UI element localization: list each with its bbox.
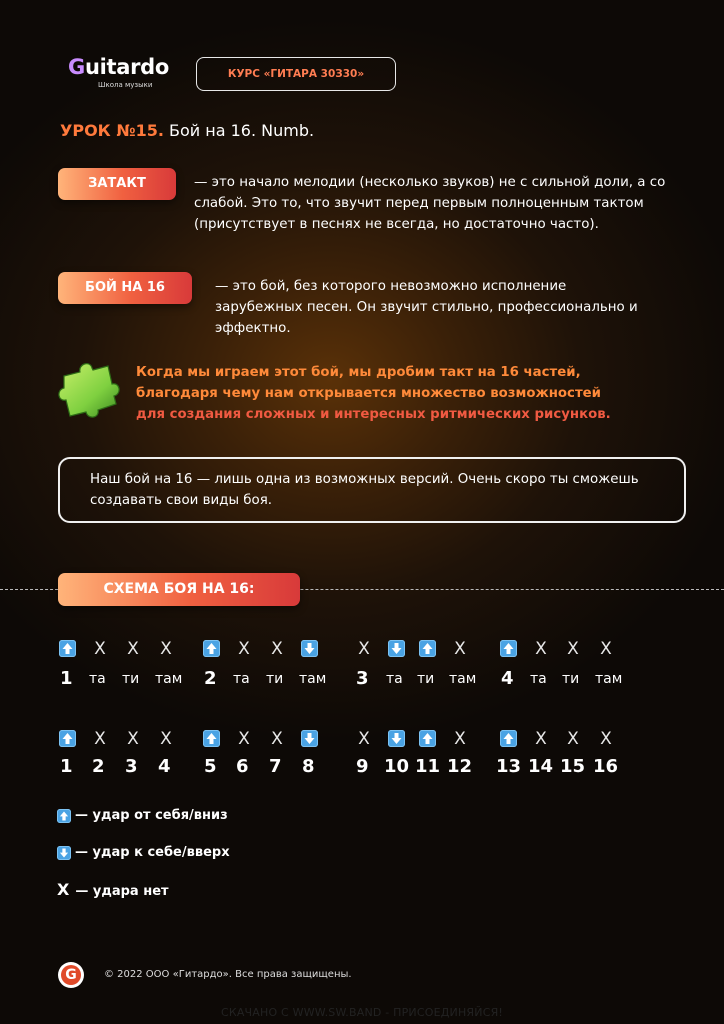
arrow-up-box-icon [57,728,79,750]
x-mark-icon: X [160,639,172,659]
x-mark-icon: X [238,729,250,749]
sixteenth-number: 16 [593,756,619,777]
highlight-line-1: Когда мы играем этот бой, мы дробим такт на 16 частей, [136,365,581,380]
legend-text-up: — удар от себя/вниз [75,808,228,823]
arrow-down-box-icon [386,728,408,750]
legend-item-none [57,880,169,900]
arrow-up-box-icon [57,638,79,660]
x-mark-icon: X [127,729,139,749]
numbers-row [0,756,724,782]
sixteenth-number: 4 [158,756,171,777]
sixteenth-number: 3 [125,756,138,777]
sixteenth-number: 2 [92,756,105,777]
count-syllable: там [449,671,477,687]
x-mark-icon: X [358,729,370,749]
sixteenth-number: 11 [415,756,441,777]
x-mark-icon: X [271,639,283,659]
lesson-number: УРОК №15. [60,121,164,140]
logo-subtitle: Школа музыки [98,81,153,89]
legend-item-down [57,845,230,865]
sixteenth-number: 13 [496,756,522,777]
arrow-up-box-icon [201,638,223,660]
logo-initial: G [68,55,85,79]
sixteenth-number: 8 [302,756,315,777]
puzzle-piece-icon [54,358,120,420]
x-mark-icon: X [127,639,139,659]
sixteenth-number: 7 [269,756,282,777]
highlight-line-3: для создания сложных и интересных ритмических рисунков. [136,407,611,422]
count-syllable: ти [266,671,284,687]
sixteenth-number: 15 [560,756,586,777]
count-syllable: ти [122,671,140,687]
sixteenth-number: 1 [60,756,73,777]
sixteenth-number: 12 [447,756,473,777]
footer-logo-letter: G [61,965,81,985]
arrow-down-box-icon [299,728,321,750]
highlight-line-2: благодаря чему нам открывается множество возможностей [136,386,601,401]
highlight-text [136,362,696,425]
count-syllable: там [299,671,327,687]
sixteenth-number: 9 [356,756,369,777]
sixteenth-number: 10 [384,756,410,777]
count-syllable: та [530,671,547,687]
legend-text-none: — удара нет [75,884,169,899]
footer-logo-icon [58,962,84,988]
x-mark-icon: X [358,639,370,659]
x-mark-icon: X [600,729,612,749]
count-syllable: ти [562,671,580,687]
x-mark-icon: X [238,639,250,659]
arrow-up-box-icon [417,728,439,750]
legend-item-up [57,808,228,828]
count-syllable: там [595,671,623,687]
strokes-row-counts [0,638,724,664]
copyright-text: © 2022 ООО «Гитардо». Все права защищены. [104,969,352,980]
beat-number: 1 [60,668,73,689]
sixteenth-number: 6 [236,756,249,777]
sixteenth-number: 14 [528,756,554,777]
arrow-down-box-icon [386,638,408,660]
arrow-up-box-icon [498,728,520,750]
lesson-name: Бой на 16. Numb. [169,121,315,140]
arrow-up-box-icon [201,728,223,750]
count-syllable: та [233,671,250,687]
arrow-up-box-icon [498,638,520,660]
arrow-down-box-icon [299,638,321,660]
x-mark-icon: X [160,729,172,749]
logo-wordmark: Guitardo [68,55,170,79]
x-mark-icon: X [567,639,579,659]
definition-zatakt: — это начало мелодии (несколько звуков) не с сильной доли, а со слабой. Это то, что звучит перед первым полноценным тактом (присутствует в песнях не всегда, но достаточно часто). [194,175,666,232]
count-syllable: ти [417,671,435,687]
sixteenth-number: 5 [204,756,217,777]
term-pill-boi16: БОЙ НА 16 [58,272,192,304]
scheme-title-pill: СХЕМА БОЯ НА 16: [58,573,300,606]
beat-number: 4 [501,668,514,689]
lesson-title [60,121,314,140]
beat-number: 3 [356,668,369,689]
x-mark-icon: X [535,639,547,659]
course-badge: КУРС «ГИТАРА 30З30» [196,57,396,91]
definition-boi16: — это бой, без которого невозможно исполнение зарубежных песен. Он звучит стильно, профессионально и эффектно. [215,279,638,336]
beat-number: 2 [204,668,217,689]
x-mark-icon: X [94,729,106,749]
legend-text-down: — удар к себе/вверх [75,845,230,860]
guitardo-logo [68,55,188,95]
arrow-up-box-icon [417,638,439,660]
count-labels-row [0,668,724,694]
x-mark-icon: X [271,729,283,749]
term-pill-zatakt: ЗАТАКТ [58,168,176,200]
x-mark-icon: X [600,639,612,659]
x-mark-icon: X [94,639,106,659]
note-text: Наш бой на 16 — лишь одна из возможных версий. Очень скоро ты сможешь создавать свои виды боя. [90,472,639,508]
count-syllable: та [386,671,403,687]
x-mark-icon: X [454,729,466,749]
x-mark-icon: X [535,729,547,749]
x-mark-icon: X [57,880,70,899]
watermark-text: СКАЧАНО С WWW.SW.BAND - ПРИСОЕДИНЯЙСЯ! [220,1006,504,1019]
count-syllable: там [155,671,183,687]
x-mark-icon: X [567,729,579,749]
arrow-up-box-icon [57,809,71,823]
x-mark-icon: X [454,639,466,659]
arrow-down-box-icon [57,846,71,860]
strokes-row-numbers [0,728,724,754]
count-syllable: та [89,671,106,687]
